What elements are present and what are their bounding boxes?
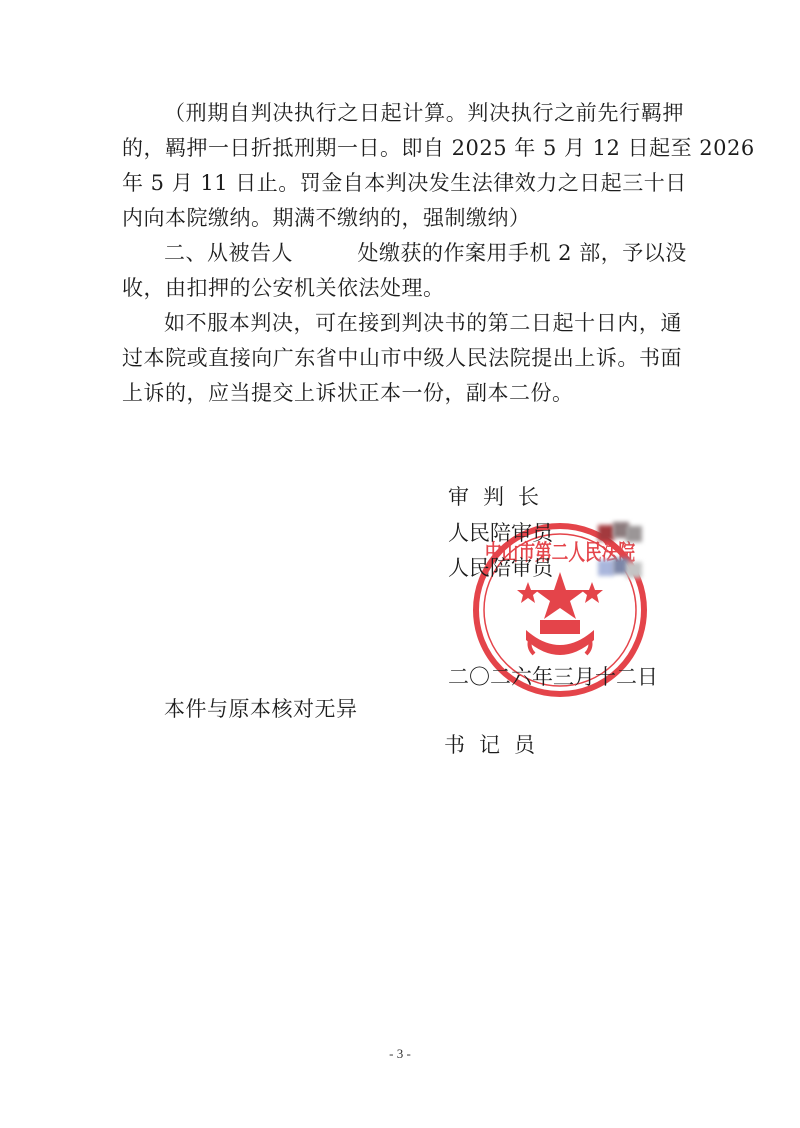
paragraph-3-line-3: 上诉的，应当提交上诉状正本一份，副本二份。 — [122, 381, 574, 405]
redacted-name-1 — [598, 522, 642, 544]
chief-judge-label: 审判长 — [448, 485, 553, 509]
redacted-name-2 — [598, 558, 642, 580]
seal-text: 中山市第二人民法院 — [485, 541, 684, 566]
paragraph-2-line-1: 二、从被告人 处缴获的作案用手机 2 部，予以没 — [164, 241, 687, 265]
paragraph-3-line-1: 如不服本判决，可在接到判决书的第二日起十日内，通 — [164, 311, 682, 335]
paragraph-1-line-2: 的，羁押一日折抵刑期一日。即自 2025 年 5 月 12 日起至 2026 — [122, 136, 755, 160]
paragraph-1-line-1: （刑期自判决执行之日起计算。判决执行之前先行羁押 — [164, 101, 684, 125]
juror-2-label: 人民陪审员 — [448, 556, 553, 580]
judgment-date: 二〇二六年三月十二日 — [448, 665, 658, 689]
paragraph-1-line-4: 内向本院缴纳。期满不缴纳的，强制缴纳） — [122, 206, 531, 230]
clerk-label: 书记员 — [444, 733, 549, 757]
certification-note: 本件与原本核对无异 — [164, 697, 358, 721]
paragraph-3-line-2: 过本院或直接向广东省中山市中级人民法院提出上诉。书面 — [122, 346, 682, 370]
paragraph-1-line-3: 年 5 月 11 日止。罚金自本判决发生法律效力之日起三十日 — [122, 171, 687, 195]
page-number: - 3 - — [389, 1046, 411, 1061]
paragraph-2-line-2: 收，由扣押的公安机关依法处理。 — [122, 276, 445, 300]
juror-1-label: 人民陪审员 — [448, 521, 553, 545]
